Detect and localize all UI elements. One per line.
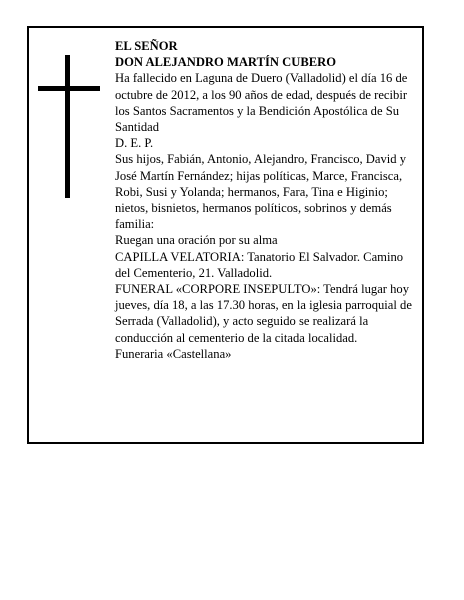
- dep-text: D. E. P.: [115, 136, 154, 151]
- prayer-request: Ruegan una oración por su alma: [115, 233, 278, 248]
- cross-horizontal-bar: [38, 86, 100, 91]
- funeral-info: FUNERAL «CORPORE INSEPULTO»: Tendrá lugar hoy jueves, día 18, a las 17.30 horas, en la iglesia parroquial de Serrada (Valladolid), y acto seguido se realizará la conducción al cementerio de la citada localidad.: [115, 282, 412, 345]
- obituary-text: [115, 38, 415, 362]
- deceased-name: DON ALEJANDRO MARTÍN CUBERO: [115, 55, 337, 70]
- cross-vertical-bar: [65, 55, 70, 198]
- latin-cross-icon: [38, 55, 100, 198]
- funeral-home: Funeraria «Castellana»: [115, 346, 232, 361]
- obituary-heading: EL SEÑOR: [115, 39, 178, 53]
- chapel-info: CAPILLA VELATORIA: Tanatorio El Salvador. Camino del Cementerio, 21. Valladolid.: [115, 249, 404, 280]
- death-notice: Ha fallecido en Laguna de Duero (Valladolid) el día 16 de octubre de 2012, a los 90 años de edad, después de recibir los Santos Sacramentos y la Bendición Apostólica de Su Santidad: [115, 71, 408, 135]
- family-list: Sus hijos, Fabián, Antonio, Alejandro, Francisco, David y José Martín Fernández; hijas políticas, Marce, Francisca, Robi, Susi y Yolanda; hermanos, Fara, Tina e Higinio; nietos, bisnietos, hermanos políticos, sobrinos y demás familia:: [115, 152, 407, 232]
